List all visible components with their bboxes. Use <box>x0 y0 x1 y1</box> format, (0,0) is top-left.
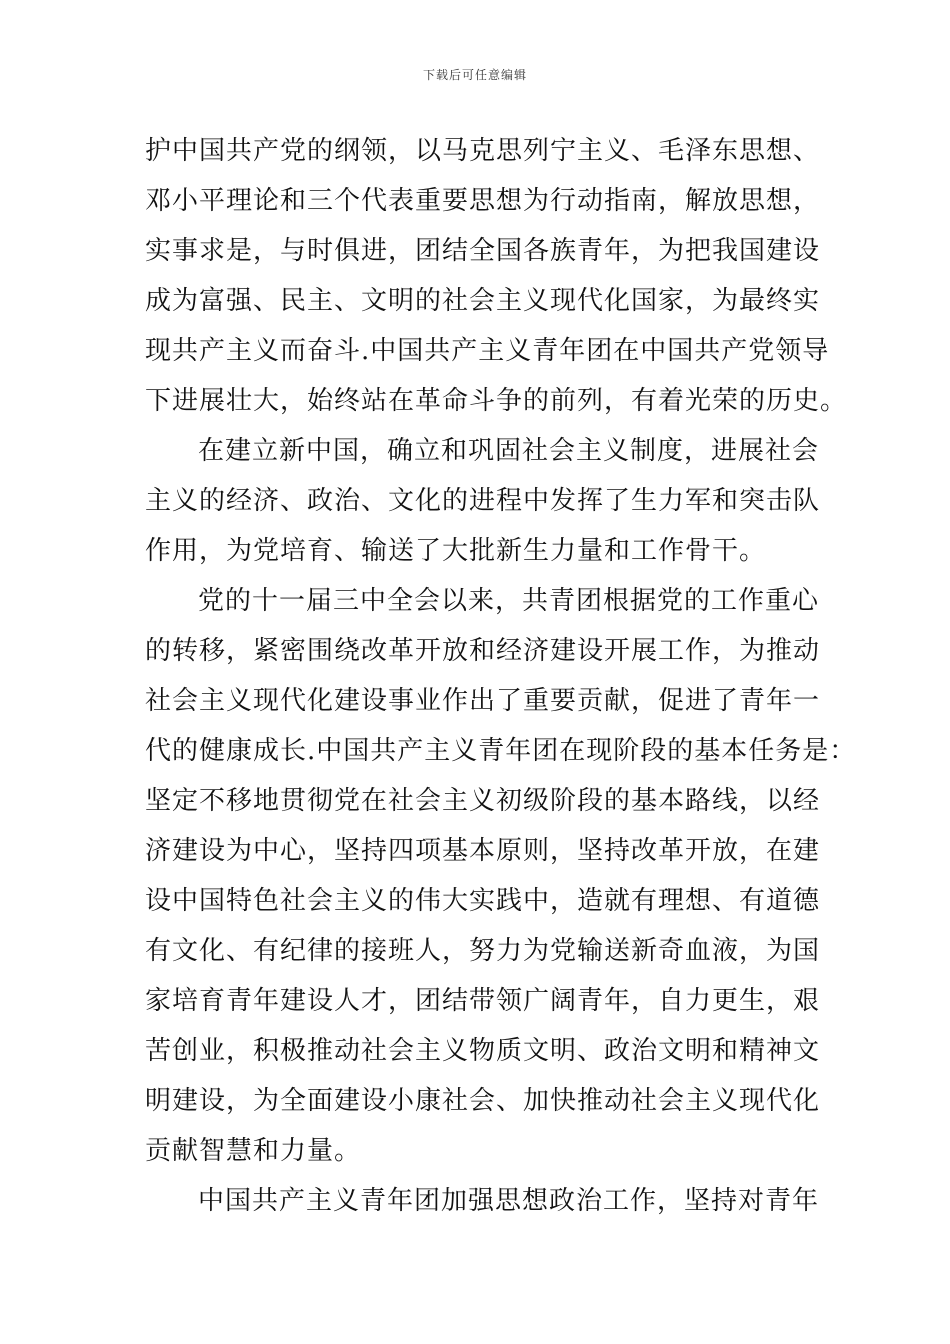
paragraph-start-line: 中国共产主义青年团加强思想政治工作，坚持对青年 <box>198 1186 820 1216</box>
text-line: 明建设，为全面建设小康社会、加快推动社会主义现代化 <box>145 1086 821 1116</box>
text-line: 坚定不移地贯彻党在社会主义初级阶段的基本路线，以经 <box>145 786 821 816</box>
text-line: 护中国共产党的纲领，以马克思列宁主义、毛泽东思想、 <box>145 136 821 166</box>
text-line: 下进展壮大，始终站在革命斗争的前列，有着光荣的历史。 <box>145 386 848 416</box>
text-line: 社会主义现代化建设事业作出了重要贡献，促进了青年一 <box>145 686 821 716</box>
text-line: 代的健康成长.中国共产主义青年团在现阶段的基本任务是： <box>145 736 857 766</box>
text-line: 苦创业，积极推动社会主义物质文明、政治文明和精神文 <box>145 1036 821 1066</box>
text-line: 设中国特色社会主义的伟大实践中，造就有理想、有道德 <box>145 886 821 916</box>
text-line: 作用，为党培育、输送了大批新生力量和工作骨干。 <box>145 536 767 566</box>
paragraph-start-line: 在建立新中国，确立和巩固社会主义制度，进展社会 <box>198 436 820 466</box>
text-line: 有文化、有纪律的接班人，努力为党输送新奇血液，为国 <box>145 936 821 966</box>
header-note: 下载后可任意编辑 <box>422 68 527 82</box>
text-line: 现共产主义而奋斗.中国共产主义青年团在中国共产党领导 <box>145 336 830 366</box>
paragraph-start-line: 党的十一届三中全会以来，共青团根据党的工作重心 <box>198 586 820 616</box>
text-line: 济建设为中心，坚持四项基本原则，坚持改革开放，在建 <box>145 836 821 866</box>
text-line: 主义的经济、政治、文化的进程中发挥了生力军和突击队 <box>145 486 821 516</box>
text-line: 贡献智慧和力量。 <box>145 1136 362 1166</box>
body-text <box>145 126 857 1226</box>
text-line: 成为富强、民主、文明的社会主义现代化国家，为最终实 <box>145 286 821 316</box>
text-line: 邓小平理论和三个代表重要思想为行动指南，解放思想， <box>145 186 821 216</box>
text-line: 家培育青年建设人才，团结带领广阔青年，自力更生，艰 <box>145 986 821 1016</box>
text-line: 实事求是，与时俱进，团结全国各族青年，为把我国建设 <box>145 236 821 266</box>
text-line: 的转移，紧密围绕改革开放和经济建设开展工作，为推动 <box>145 636 821 666</box>
